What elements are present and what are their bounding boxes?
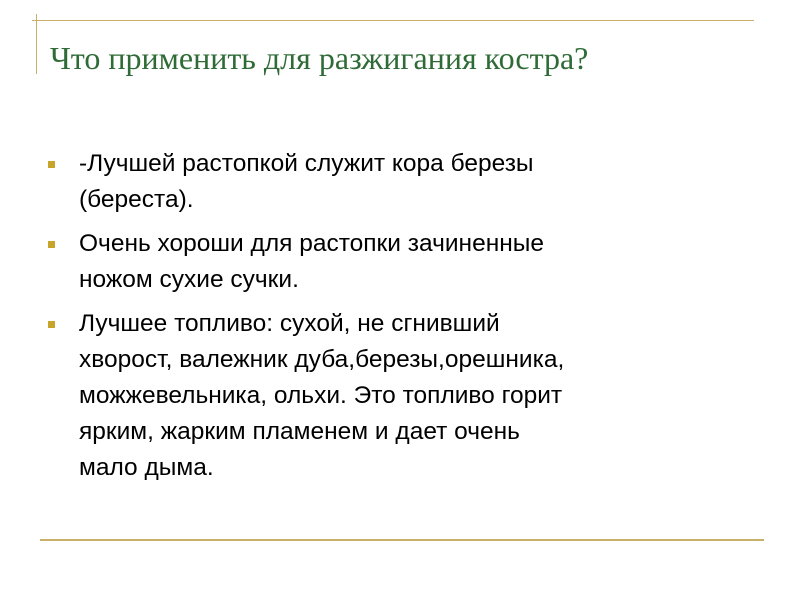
- bottom-decorative-rule: [40, 539, 764, 541]
- left-decorative-rule: [36, 14, 37, 74]
- slide-title: Что применить для разжигания костра?: [50, 40, 589, 76]
- bullet-text-line: -Лучшей растопкой служит кора березы: [79, 150, 534, 177]
- bullet-text-line: хворост, валежник дуба,березы,орешника,: [79, 346, 565, 373]
- top-decorative-rule: [32, 20, 754, 21]
- bullet-text-line: Очень хороши для растопки зачиненные: [79, 230, 544, 257]
- bullet-text-line: (береста).: [79, 186, 194, 213]
- bullet-text-line: можжевельника, ольхи. Это топливо горит: [79, 382, 563, 409]
- bullet-item-birch-bark: [48, 146, 748, 218]
- bullet-text-line: мало дыма.: [79, 454, 214, 481]
- square-bullet-icon: [48, 321, 55, 328]
- bullet-list: [48, 146, 748, 494]
- bullet-item-dry-twigs: [48, 226, 748, 298]
- bullet-item-best-fuel: [48, 306, 748, 486]
- bullet-text-line: ярким, жарким пламенем и дает очень: [79, 418, 520, 445]
- bullet-text-line: ножом сухие сучки.: [79, 266, 299, 293]
- bullet-text-line: Лучшее топливо: сухой, не сгнивший: [79, 310, 500, 337]
- square-bullet-icon: [48, 241, 55, 248]
- square-bullet-icon: [48, 161, 55, 168]
